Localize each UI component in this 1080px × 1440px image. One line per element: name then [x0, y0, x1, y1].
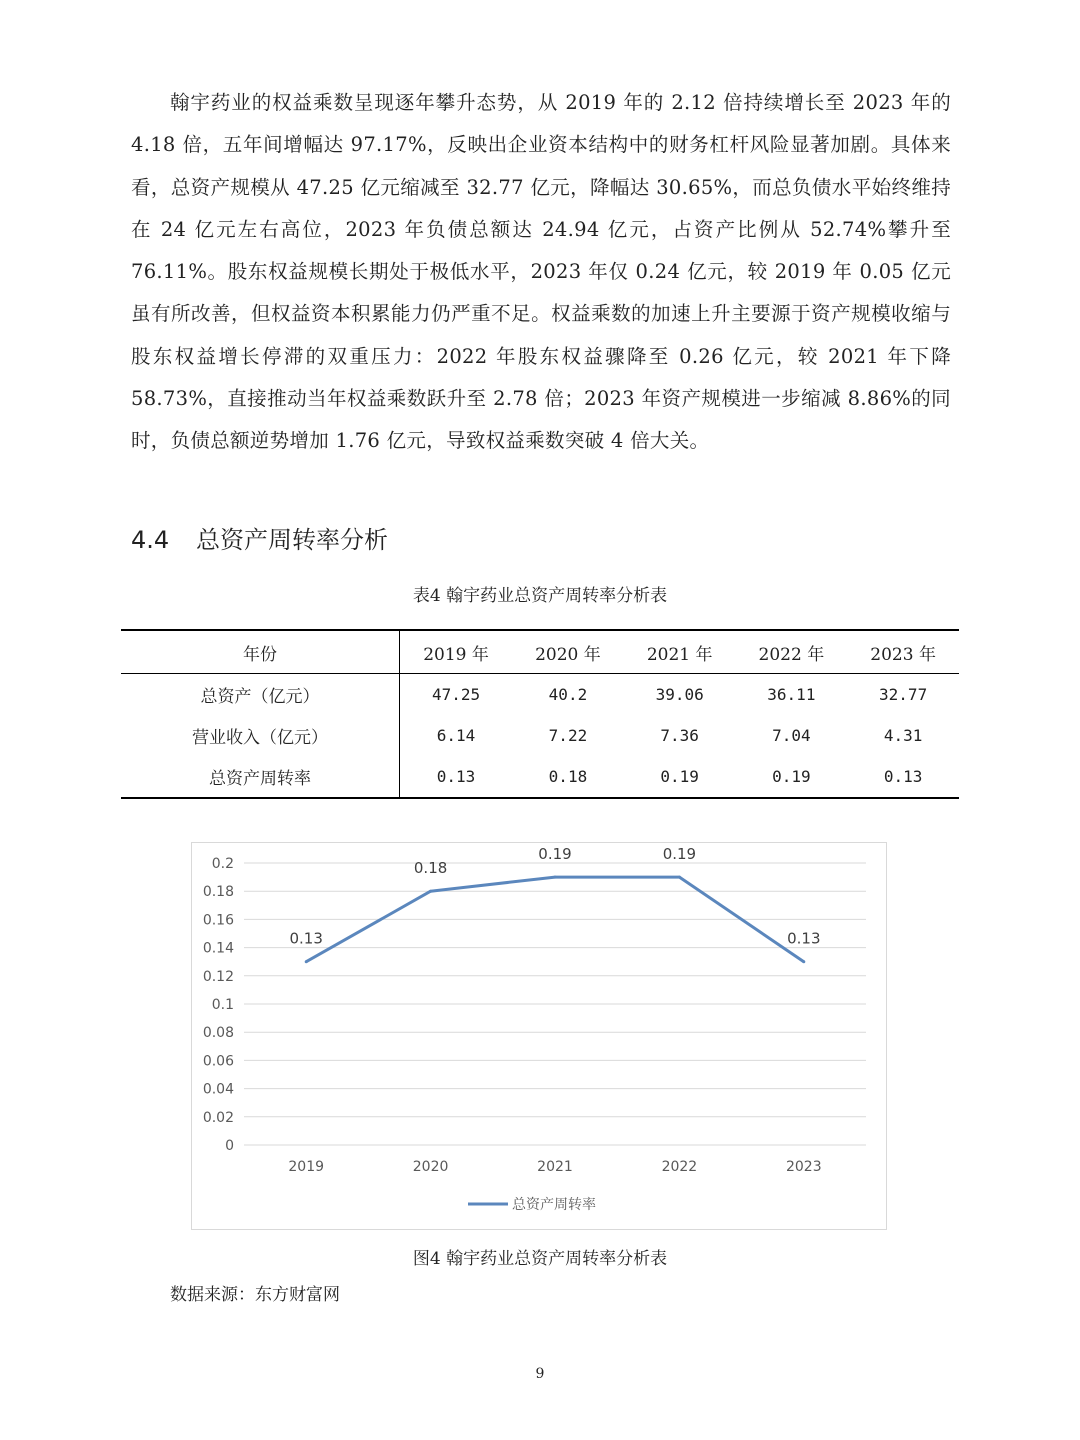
- page-number: 9: [535, 1366, 545, 1382]
- header-cell: 2022 年: [758, 644, 825, 665]
- section-heading: [131, 520, 388, 555]
- data-point: [678, 876, 681, 879]
- table-cell: 7.04: [772, 726, 811, 745]
- y-tick-label: 0: [225, 1138, 234, 1154]
- data-label: 0.19: [538, 845, 572, 864]
- table-cell: 7.22: [548, 726, 588, 745]
- data-point: [554, 876, 557, 879]
- y-tick-label: 0.18: [202, 884, 234, 901]
- y-tick-label: 0.1: [211, 997, 234, 1013]
- y-tick-label: 0.06: [202, 1053, 234, 1070]
- row-label: 总资产（亿元）: [121, 674, 400, 716]
- table-cell: 0.18: [548, 767, 588, 786]
- table-row: [121, 674, 959, 716]
- data-label: 0.13: [289, 929, 323, 948]
- section-title: 总资产周转率分析: [196, 526, 388, 554]
- chart-svg: [192, 843, 886, 1229]
- x-tick-label: 2023: [785, 1159, 822, 1175]
- y-tick-label: 0.16: [202, 912, 234, 929]
- table-header-row: [121, 630, 959, 674]
- row-label: 营业收入（亿元）: [121, 715, 400, 756]
- table-cell: 0.19: [660, 767, 699, 786]
- table-cell: 32.77: [879, 685, 928, 704]
- table-cell: 7.36: [660, 726, 699, 745]
- data-source: 数据来源：东方财富网: [170, 1285, 340, 1305]
- x-tick-label: 2021: [537, 1159, 573, 1175]
- table-cell: 0.13: [883, 767, 923, 786]
- section-number: 4.4: [131, 526, 170, 554]
- y-tick-label: 0.14: [202, 940, 234, 957]
- table-cell: 0.13: [436, 767, 476, 786]
- line-chart: [191, 842, 887, 1230]
- x-tick-label: 2019: [288, 1159, 325, 1175]
- y-tick-label: 0.2: [211, 856, 234, 872]
- data-point: [429, 890, 432, 893]
- x-tick-label: 2020: [412, 1159, 449, 1175]
- table-row: [121, 756, 959, 798]
- table-cell: 40.2: [548, 685, 588, 704]
- row-label: 总资产周转率: [121, 756, 400, 798]
- turnover-table: [121, 629, 959, 799]
- y-tick-label: 0.04: [202, 1081, 234, 1098]
- x-tick-label: 2022: [661, 1159, 698, 1175]
- header-cell: 2019 年: [423, 644, 489, 665]
- data-point: [305, 960, 308, 963]
- table-cell: 36.11: [767, 685, 816, 704]
- table-cell: 0.19: [772, 767, 811, 786]
- body-paragraph: 翰宇药业的权益乘数呈现逐年攀升态势，从 2019 年的 2.12 倍持续增长至 2023 年的 4.18 倍，五年间增幅达 97.17%，反映出企业资本结构中的财务杠杆风险显著加剧。具体来看，总资产规模从 47.25 亿元缩减至 32.77 亿元，降幅达 30.65%，而总负债水平始终维持在 24 亿元左右高位，2023 年负债总额达 24.94 亿元，占资产比例从 52.74%攀升至 76.11%。股东权益规模长期处于极低水平，2023 年仅 0.24 亿元，较 2019 年 0.05 亿元虽有所改善，但权益资本积累能力仍严重不足。权益乘数的加速上升主要源于资产规模收缩与股东权益增长停滞的双重压力：2022 年股东权益骤降至 0.26 亿元，较 2021 年下降 58.73%，直接推动当年权益乘数跃升至 2.78 倍；2023 年资产规模进一步缩减 8.86%的同时，负债总额逆势增加 1.76 亿元，导致权益乘数突破 4 倍大关。: [131, 91, 951, 453]
- table-caption: 表4 翰宇药业总资产周转率分析表: [412, 586, 668, 606]
- legend-label: 总资产周转率: [512, 1197, 596, 1213]
- data-label: 0.19: [662, 845, 697, 864]
- y-tick-label: 0.02: [202, 1109, 234, 1126]
- data-label: 0.13: [787, 929, 821, 948]
- header-cell: 2021 年: [646, 644, 713, 665]
- table-cell: 4.31: [883, 726, 923, 745]
- figure-caption: 图4 翰宇药业总资产周转率分析表: [412, 1249, 668, 1269]
- y-tick-label: 0.08: [202, 1025, 234, 1042]
- header-cell: 2023 年: [870, 644, 936, 665]
- data-label: 0.18: [413, 859, 448, 878]
- data-point: [802, 960, 805, 963]
- y-tick-label: 0.12: [202, 968, 234, 985]
- header-cell: 2020 年: [535, 644, 601, 665]
- header-cell-year: 年份: [121, 630, 400, 674]
- table-cell: 39.06: [655, 685, 704, 704]
- table-cell: 47.25: [431, 685, 481, 704]
- table-row: [121, 715, 959, 756]
- table-cell: 6.14: [436, 726, 476, 745]
